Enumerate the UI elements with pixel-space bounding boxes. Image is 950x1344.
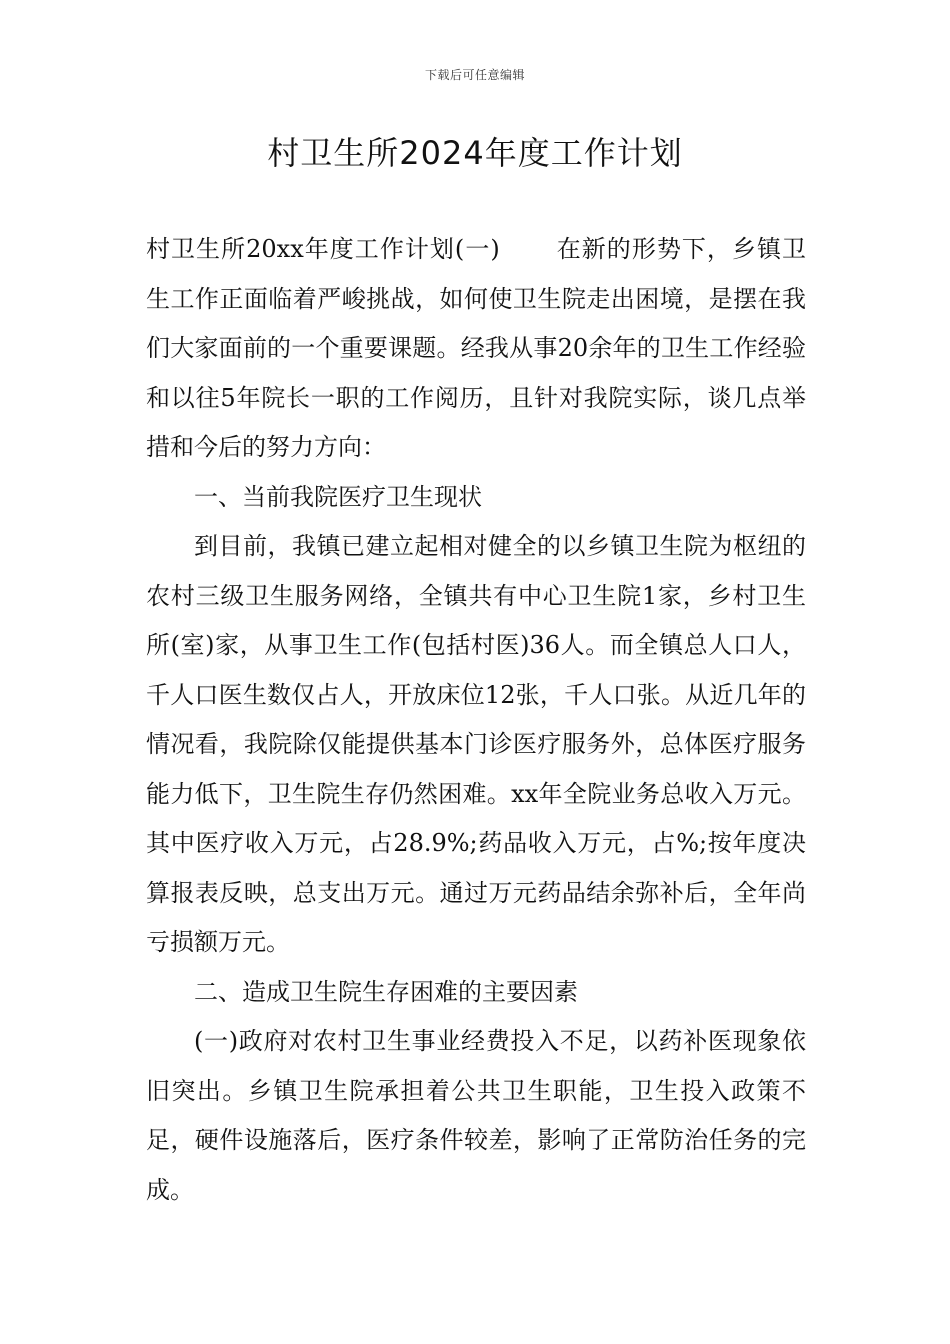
intro-text: 在新的形势下，乡镇卫生工作正面临着严峻挑战，如何使卫生院走出困境，是摆在我们大家面前的一个重要课题。经我从事20余年的卫生工作经验和以往5年院长一职的工作阅历，且针对我院实际，谈几点举措和今后的努力方向： — [146, 235, 807, 461]
document-title: 村卫生所2024年度工作计划 — [267, 134, 683, 172]
paragraph-status: 到目前，我镇已建立起相对健全的以乡镇卫生院为枢纽的农村三级卫生服务网络，全镇共有中心卫生院1家，乡村卫生所(室)家，从事卫生工作(包括村医)36人。而全镇总人口人，千人口医生数仅占人，开放床位12张，千人口张。从近几年的情况看，我院除仅能提供基本门诊医疗服务外，总体医疗服务能力低下，卫生院生存仍然困难。xx年全院业务总收入万元。其中医疗收入万元，占28.9%;药品收入万元，占%;按年度决算报表反映，总支出万元。通过万元药品结余弥补后，全年尚亏损额万元。 — [146, 532, 806, 956]
paragraph-factor-1: (一)政府对农村卫生事业经费投入不足，以药补医现象依旧突出。乡镇卫生院承担着公共卫生职能，卫生投入政策不足，硬件设施落后，医疗条件较差，影响了正常防治任务的完成。 — [146, 1027, 806, 1204]
intro-paragraph — [146, 225, 806, 473]
section-heading-2: 二、造成卫生院生存困难的主要因素 — [194, 977, 578, 1006]
intro-heading: 村卫生所20xx年度工作计划(一) — [146, 235, 500, 263]
section-heading-1: 一、当前我院医疗卫生现状 — [194, 482, 482, 511]
header-note: 下载后可任意编辑 — [424, 68, 525, 82]
document-body — [146, 225, 806, 1215]
